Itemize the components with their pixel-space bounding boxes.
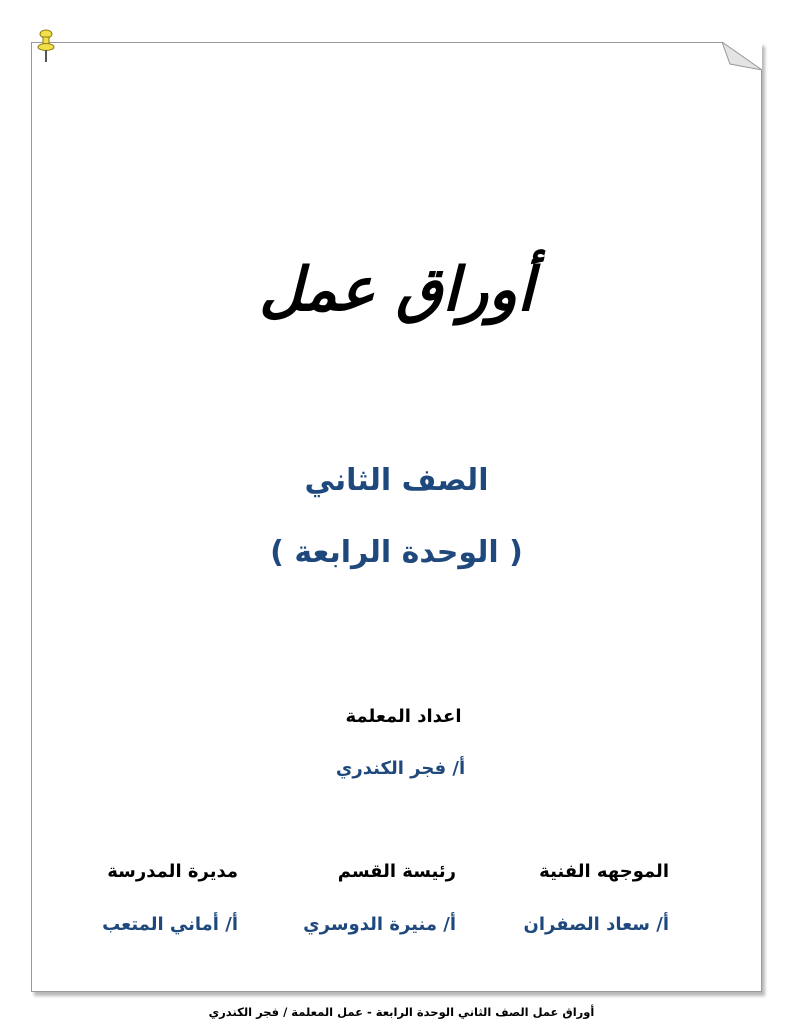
signatory-role-supervisor: الموجهه الفنية [539, 861, 669, 882]
worksheet-title: أوراق عمل [259, 255, 534, 325]
signatory-role-department-head: رئيسة القسم [337, 861, 456, 882]
signatory-name-principal: أ/ أماني المتعب [102, 914, 238, 935]
grade-heading: الصف الثاني [304, 463, 489, 498]
prepared-by-label: اعداد المعلمة [345, 706, 462, 727]
signatory-name-department-head: أ/ منيرة الدوسري [303, 914, 456, 935]
document-page [31, 42, 762, 1019]
page-footer: أوراق عمل الصف الثاني الوحدة الرابعة - عمل المعلمة / فجر الكندري [208, 1005, 595, 1019]
signatory-name-supervisor: أ/ سعاد الصفران [523, 914, 669, 935]
signatory-role-principal: مديرة المدرسة [107, 861, 238, 882]
prepared-by-name: أ/ فجر الكندري [335, 758, 466, 779]
page-curl-icon [722, 42, 762, 70]
pushpin-icon [36, 28, 56, 64]
unit-heading: ( الوحدة الرابعة ) [270, 535, 523, 570]
